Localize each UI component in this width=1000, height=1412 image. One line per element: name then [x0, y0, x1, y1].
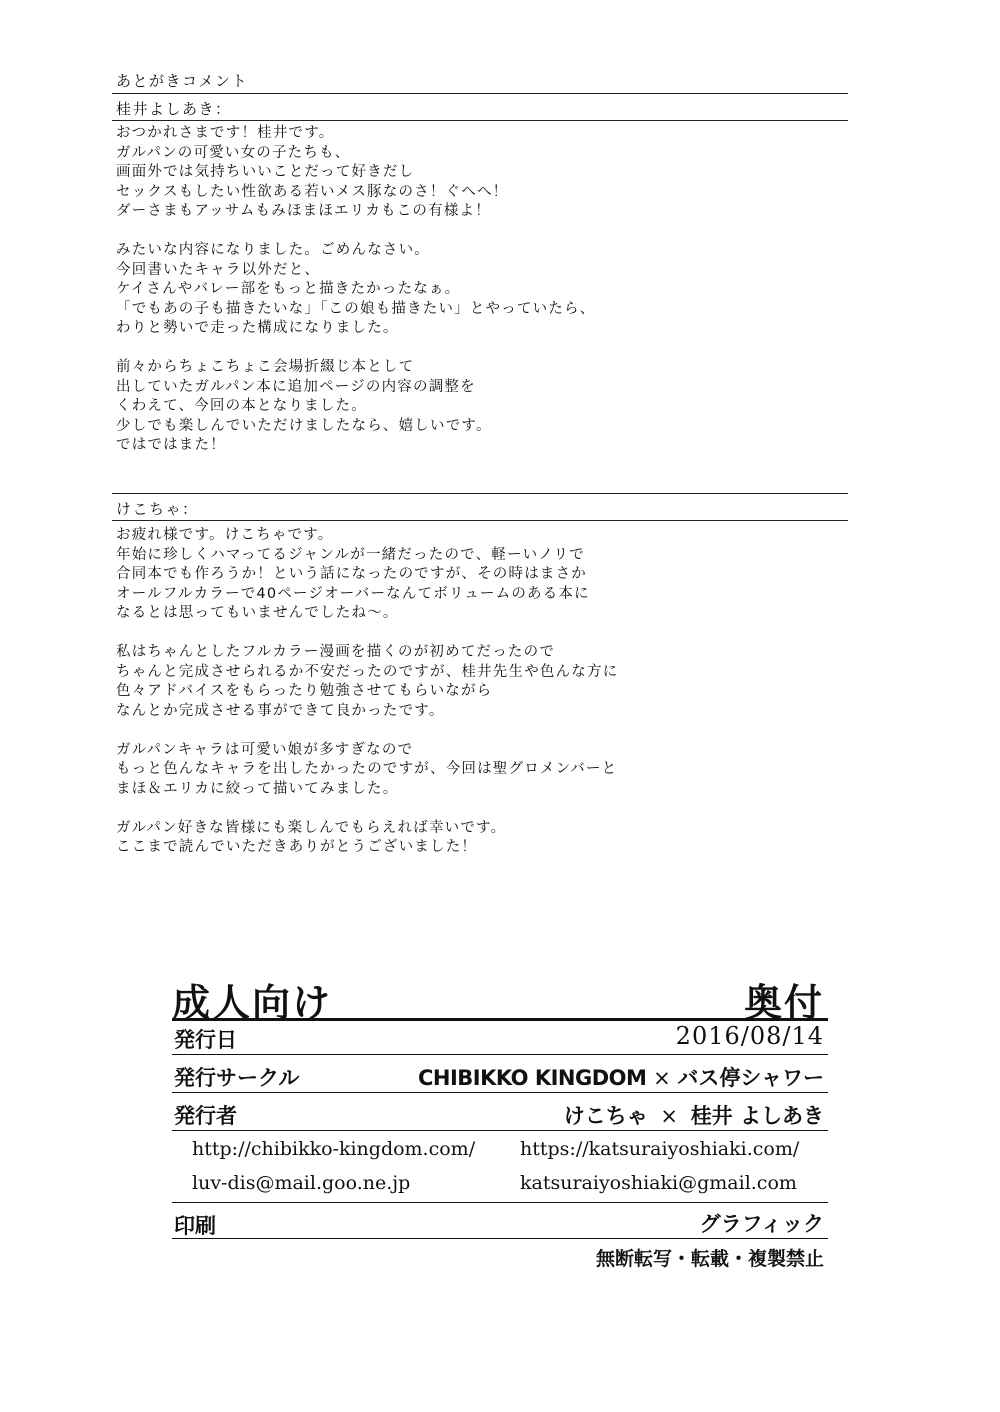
afterword-heading: あとがきコメント [116, 72, 249, 90]
divider [112, 120, 848, 121]
colophon-divider [172, 1018, 828, 1021]
row-divider [172, 1202, 828, 1203]
email-chibikko[interactable]: luv-dis@mail.goo.ne.jp [192, 1172, 411, 1194]
kekocha-comment: お疲れ様です。けこちゃです。 年始に珍しくハマってるジャンルが一緒だったので、軽ーいノリで 合同本でも作ろうか！という話になったのですが、その時はまさか オールフルカラーで40ページオーバーなんてボリュームのある本に なるとは思ってもいませんでしたね～。 私はちゃんとしたフルカラー漫画を描くのが初めてだったので ちゃんと完成させられるか不安だったのですが、桂井先生や色んな方に 色々アドバイスをもらったり勉強させてもらいながら なんとか完成させる事ができて良かったです。 ガルパンキャラは可愛い娘が多すぎなので もっと色んなキャラを出したかったのですが、今回は聖グロメンバーと まほ＆エリカに絞って描いてみました。 ガルパン好きな皆様にも楽しんでもらえれば幸いです。 ここまで読んでいただきありがとうございました！ [116, 527, 619, 855]
url-katsurai[interactable]: https://katsuraiyoshiaki.com/ [520, 1138, 800, 1160]
divider [112, 93, 848, 94]
email-katsurai[interactable]: katsuraiyoshiaki@gmail.com [520, 1172, 797, 1194]
circle-name-2: バス停シャワー [677, 1066, 824, 1090]
circle-separator: × [653, 1066, 671, 1090]
publisher-label: 発行者 [174, 1104, 237, 1128]
row-divider [172, 1238, 828, 1239]
publisher-2: 桂井 よしあき [690, 1104, 824, 1128]
row-divider [172, 1130, 828, 1131]
circle-label: 発行サークル [174, 1066, 300, 1090]
date-label: 発行日 [174, 1028, 237, 1052]
publisher-1: けこちゃ [563, 1104, 648, 1128]
colophon-title: 奥付 [743, 981, 824, 1025]
author-kekocha-label: けこちゃ： [116, 500, 199, 518]
date-value: 2016/08/14 [675, 1022, 824, 1050]
publisher-names [564, 1100, 824, 1130]
printer-name: グラフィック [699, 1212, 824, 1236]
adult-label: 成人向け [172, 981, 333, 1025]
author-katsurai-label: 桂井よしあき： [116, 100, 232, 118]
katsurai-comment: おつかれさまです！桂井です。 ガルパンの可愛い女の子たちも、 画面外では気持ちいいことだって好きだし セックスもしたい性欲ある若いメス豚なのさ！ぐへへ！ ダーさまもアッサムもみほまほエリカもこの有様よ！ みたいな内容になりました。ごめんなさい。 今回書いたキャラ以外だと、 ケイさんやバレー部をもっと描きたかったなぁ。 「でもあの子も描きたいな」「この娘も描きたい」とやっていたら、 わりと勢いで走った構成になりました。 前々からちょこちょこ会場折綴じ本として 出していたガルパン本に追加ページの内容の調整を くわえて、今回の本となりました。 少しでも楽しんでいただけましたなら、嬉しいです。 ではではまた！ [116, 125, 596, 453]
copyright-notice: 無断転写・転載・複製禁止 [595, 1248, 824, 1270]
circle-names [418, 1062, 824, 1092]
row-divider [172, 1092, 828, 1093]
publisher-separator: × [660, 1104, 678, 1128]
divider [112, 493, 848, 494]
row-divider [172, 1054, 828, 1055]
divider [112, 520, 848, 521]
print-label: 印刷 [174, 1214, 216, 1238]
circle-name-1: CHIBIKKO KINGDOM [417, 1066, 647, 1090]
url-chibikko[interactable]: http://chibikko-kingdom.com/ [192, 1138, 476, 1160]
